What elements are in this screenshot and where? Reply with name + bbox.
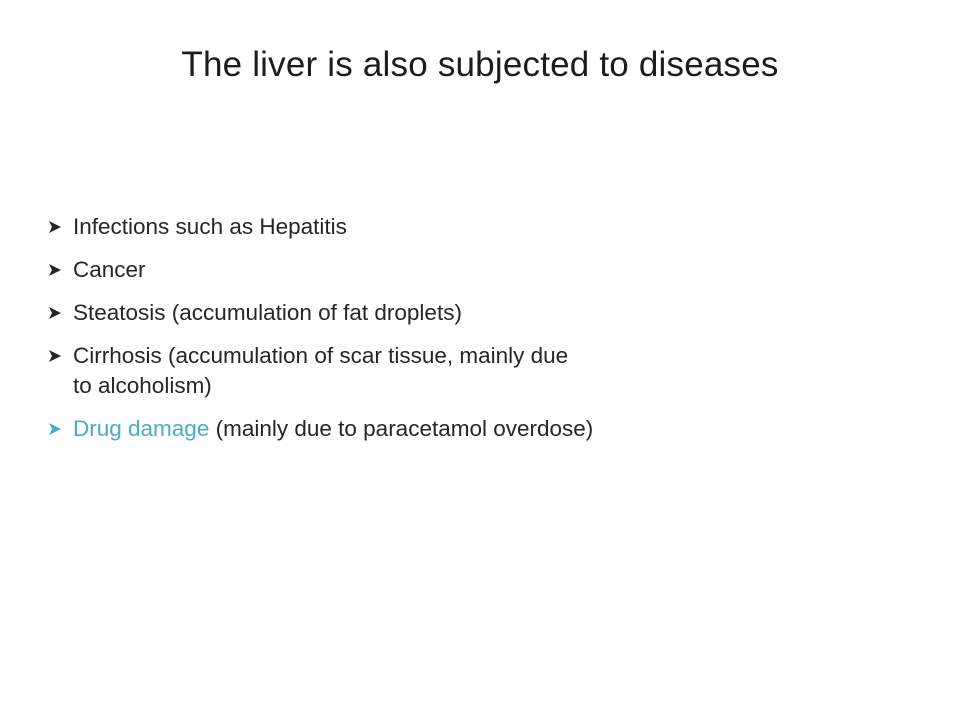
bullet-highlight: Drug damage [73, 416, 210, 441]
bullet-item [48, 298, 648, 328]
bullet-list [48, 212, 648, 457]
bullet-item [48, 341, 593, 401]
arrowhead-bullet-icon [48, 349, 62, 363]
slide-title: The liver is also subjected to diseases [181, 45, 779, 84]
bullet-item [48, 255, 648, 285]
bullet-text: (mainly due to paracetamol overdose) [209, 416, 594, 441]
arrowhead-bullet-icon [48, 306, 62, 320]
arrowhead-bullet-icon [48, 422, 62, 436]
arrowhead-bullet-icon [48, 263, 62, 277]
bullet-item [48, 212, 648, 242]
bullet-text: Cancer [73, 257, 146, 282]
bullet-text: Cirrhosis (accumulation of scar tissue, mainly due to alcoholism) [73, 343, 569, 398]
bullet-text: Infections such as Hepatitis [73, 214, 347, 239]
bullet-item [48, 414, 653, 444]
arrowhead-bullet-icon [48, 220, 62, 234]
bullet-text: Steatosis (accumulation of fat droplets) [73, 300, 462, 325]
